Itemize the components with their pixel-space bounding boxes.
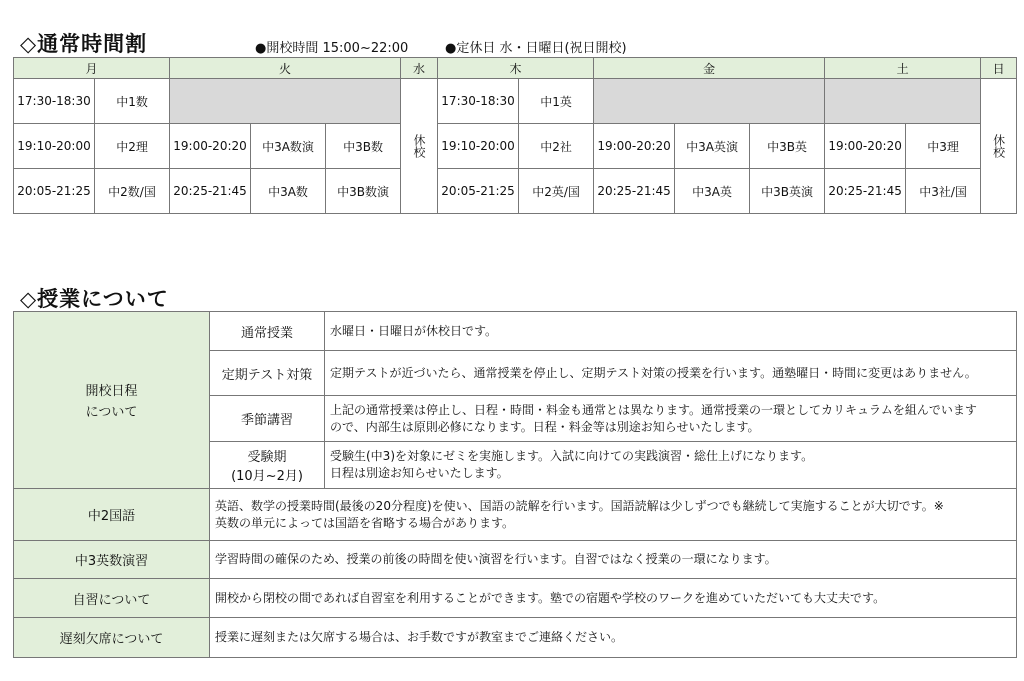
class-info-table [13,311,1017,658]
fri-empty-slot [594,79,825,124]
japanese-2nd-year-desc-line-1: 英語、数学の授業時間(最後の20分程度)を使い、国語の読解を行います。国語読解は少しずつでも継続して実施することが大切です。※ [215,498,944,513]
fri-class-a-2: 中3A英 [675,169,750,214]
japanese-2nd-year-desc-line-2: 英数の単元によっては国語を省略する場合があります。 [215,515,515,530]
day-header-wed: 水 [401,58,438,79]
exam-period-desc-line-1: 受験生(中3)を対象にゼミを実施します。入試に向けての実践演習・総仕上げになります。 [330,449,814,463]
thu-time-1: 17:30-18:30 [438,79,519,124]
info-row-eng-math [14,541,1017,579]
tue-class-a-1: 中3A数演 [251,124,326,169]
thu-time-2: 19:10-20:00 [438,124,519,169]
wed-closed: 休校 [401,79,438,214]
sat-class-1: 中3理 [906,124,981,169]
timetable-heading: ◇通常時間割 [20,32,148,56]
tue-empty-slot [170,79,401,124]
eng-math-practice-desc: 学習時間の確保のため、授業の前後の時間を使い演習を行います。自習ではなく授業の一環になります。 [210,541,1017,579]
fri-class-a-1: 中3A英演 [675,124,750,169]
sat-time-1: 19:00-20:20 [825,124,906,169]
mon-class-2: 中2理 [95,124,170,169]
about-classes-heading: ◇授業について [20,287,169,311]
fri-class-b-1: 中3B英 [750,124,825,169]
self-study-label: 自習について [14,579,210,618]
fri-time-2: 20:25-21:45 [594,169,675,214]
tue-time-2: 20:25-21:45 [170,169,251,214]
day-header-thu: 木 [438,58,594,79]
tue-time-1: 19:00-20:20 [170,124,251,169]
tue-class-b-2: 中3B数演 [326,169,401,214]
day-header-mon: 月 [14,58,170,79]
mon-time-1: 17:30-18:30 [14,79,95,124]
exam-period-label [210,442,325,489]
sat-empty-slot [825,79,981,124]
seasonal-course-desc-line-1: 上記の通常授業は停止し、日程・時間・料金も通常とは異なります。通常授業の一環としてカリキュラムを組んでいます [330,402,977,417]
mon-class-1: 中1数 [95,79,170,124]
regular-class-label: 通常授業 [210,312,325,351]
japanese-2nd-year-label: 中2国語 [14,489,210,541]
day-header-sat: 土 [825,58,981,79]
period-row-2 [14,124,1017,169]
thu-time-3: 20:05-21:25 [438,169,519,214]
info-row-regular [14,312,1017,351]
period-row-1 [14,79,1017,124]
fri-time-1: 19:00-20:20 [594,124,675,169]
fri-class-b-2: 中3B英演 [750,169,825,214]
period-row-3 [14,169,1017,214]
day-header-fri: 金 [594,58,825,79]
sun-closed: 休校 [981,79,1017,214]
info-row-self-study [14,579,1017,618]
opening-hours: ●開校時間 15:00~22:00 [255,41,409,56]
seasonal-course-desc-line-2: ので、内部生は原則必修になります。日程・料金等は別途お知らせいたします。 [330,419,760,434]
seasonal-course-label: 季節講習 [210,396,325,442]
test-prep-desc: 定期テストが近づいたら、通常授業を停止し、定期テスト対策の授業を行います。通塾曜日・時間に変更はありません。 [325,351,1017,396]
eng-math-practice-label: 中3英数演習 [14,541,210,579]
sat-class-2: 中3社/国 [906,169,981,214]
late-absence-desc: 授業に遅刻または欠席する場合は、お手数ですが教室までご連絡ください。 [210,618,1017,658]
tue-class-b-1: 中3B数 [326,124,401,169]
japanese-2nd-year-desc [210,489,1017,541]
info-row-japanese [14,489,1017,541]
open-schedule-label-line-1: 開校日程 [85,384,138,399]
mon-time-2: 19:10-20:00 [14,124,95,169]
mon-class-3: 中2数/国 [95,169,170,214]
day-header-row [14,58,1017,79]
exam-period-desc-line-2: 日程は別途お知らせいたします。 [330,466,509,480]
info-row-late-absence [14,618,1017,658]
holiday-info: ●定休日 水・日曜日(祝日開校) [445,41,627,56]
exam-period-label-line-1: 受験期 [247,450,287,465]
open-schedule-label-line-2: について [85,405,138,420]
exam-period-label-line-2: (10月~2月) [231,469,303,484]
regular-class-desc: 水曜日・日曜日が休校日です。 [325,312,1017,351]
day-header-sun: 日 [981,58,1017,79]
exam-period-desc [325,442,1017,489]
open-schedule-label [14,312,210,489]
thu-class-2: 中2社 [519,124,594,169]
test-prep-label: 定期テスト対策 [210,351,325,396]
thu-class-1: 中1英 [519,79,594,124]
tue-class-a-2: 中3A数 [251,169,326,214]
weekly-timetable [13,57,1017,214]
thu-class-3: 中2英/国 [519,169,594,214]
mon-time-3: 20:05-21:25 [14,169,95,214]
late-absence-label: 遅刻欠席について [14,618,210,658]
seasonal-course-desc [325,396,1017,442]
sat-time-2: 20:25-21:45 [825,169,906,214]
self-study-desc: 開校から閉校の間であれば自習室を利用することができます。塾での宿題や学校のワークを進めていただいても大丈夫です。 [210,579,1017,618]
day-header-tue: 火 [170,58,401,79]
